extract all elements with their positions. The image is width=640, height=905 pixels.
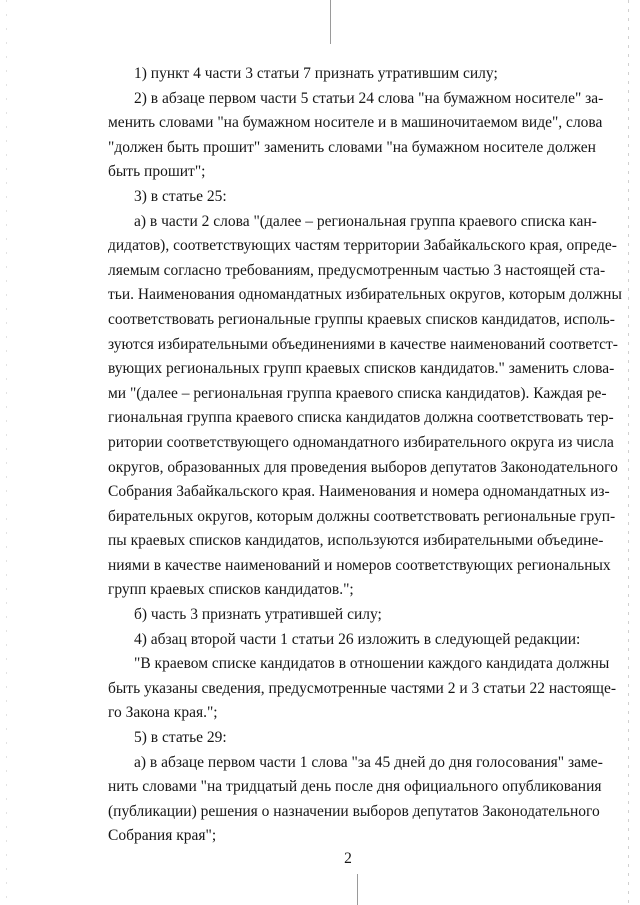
text-line: вующих региональных групп краевых списков кандидатов." заменить слова- [108, 360, 615, 378]
text-line: "должен быть прошит" заменить словами "на бумажном носителе должен [108, 138, 596, 156]
text-line: 5) в статье 29: [134, 729, 227, 747]
text-line: а) в абзаце первом части 1 слова "за 45 дней до дня голосования" заме- [134, 753, 603, 771]
text-line: бирательных округов, которым должны соответствовать региональные груп- [108, 507, 616, 525]
text-line: ниями в качестве наименований и номеров соответствующих региональных [108, 556, 611, 574]
text-line: "В краевом списке кандидатов в отношении каждого кандидата должны [134, 655, 610, 673]
text-line: а) в части 2 слова "(далее – региональная группа краевого списка кан- [134, 212, 597, 230]
text-line: ляемым согласно требованиям, предусмотренным частью 3 настоящей ста- [108, 261, 606, 279]
binding-mark-bottom [357, 874, 358, 905]
text-line: групп краевых списков кандидатов."; [108, 581, 354, 599]
document-body [108, 62, 622, 849]
text-line: б) часть 3 признать утратившей силу; [134, 606, 382, 624]
scan-edge-right [628, 0, 629, 905]
text-line: ритории соответствующего одномандатного избирательного округа из числа [108, 433, 614, 451]
page-number: 2 [344, 850, 352, 867]
text-line: зуются избирательными объединениями в качестве наименований соответст- [108, 335, 618, 353]
text-line: тьи. Наименования одномандатных избирательных округов, которым должны [108, 286, 622, 304]
text-line: го Закона края."; [108, 704, 218, 722]
text-line: быть указаны сведения, предусмотренные частями 2 и 3 статьи 22 настояще- [108, 679, 617, 697]
text-line: нить словами "на тридцатый день после дня официального опубликования [108, 778, 602, 796]
text-line: ми "(далее – региональная группа краевого списка кандидатов). Каждая ре- [108, 384, 607, 402]
text-line: 2) в абзаце первом части 5 статьи 24 слова "на бумажном носителе" за- [134, 89, 604, 107]
text-line: (публикации) решения о назначении выборов депутатов Законодательного [108, 802, 600, 820]
text-line: пы краевых списков кандидатов, используются избирательными объедине- [108, 532, 604, 550]
text-line: быть прошит"; [108, 163, 206, 181]
text-line: Собрания края"; [108, 827, 217, 845]
text-line: дидатов), соответствующих частям территории Забайкальского края, опреде- [108, 237, 617, 255]
text-line: соответствовать региональные группы краевых списков кандидатов, исполь- [108, 310, 615, 328]
text-line: округов, образованных для проведения выборов депутатов Законодательного [108, 458, 618, 476]
text-line: 1) пункт 4 части 3 статьи 7 признать утратившим силу; [134, 65, 498, 82]
text-line: 3) в статье 25: [134, 187, 227, 205]
text-line: Собрания Забайкальского края. Наименования и номера одномандатных из- [108, 483, 610, 501]
text-line: менить словами "на бумажном носителе и в машиночитаемом виде", слова [108, 114, 603, 132]
text-line: гиональная группа краевого списка кандидатов должна соответствовать тер- [108, 409, 614, 427]
scan-edge-left [6, 0, 7, 905]
text-line: 4) абзац второй части 1 статьи 26 изложить в следующей редакции: [134, 630, 581, 648]
binding-mark-top [330, 0, 331, 44]
